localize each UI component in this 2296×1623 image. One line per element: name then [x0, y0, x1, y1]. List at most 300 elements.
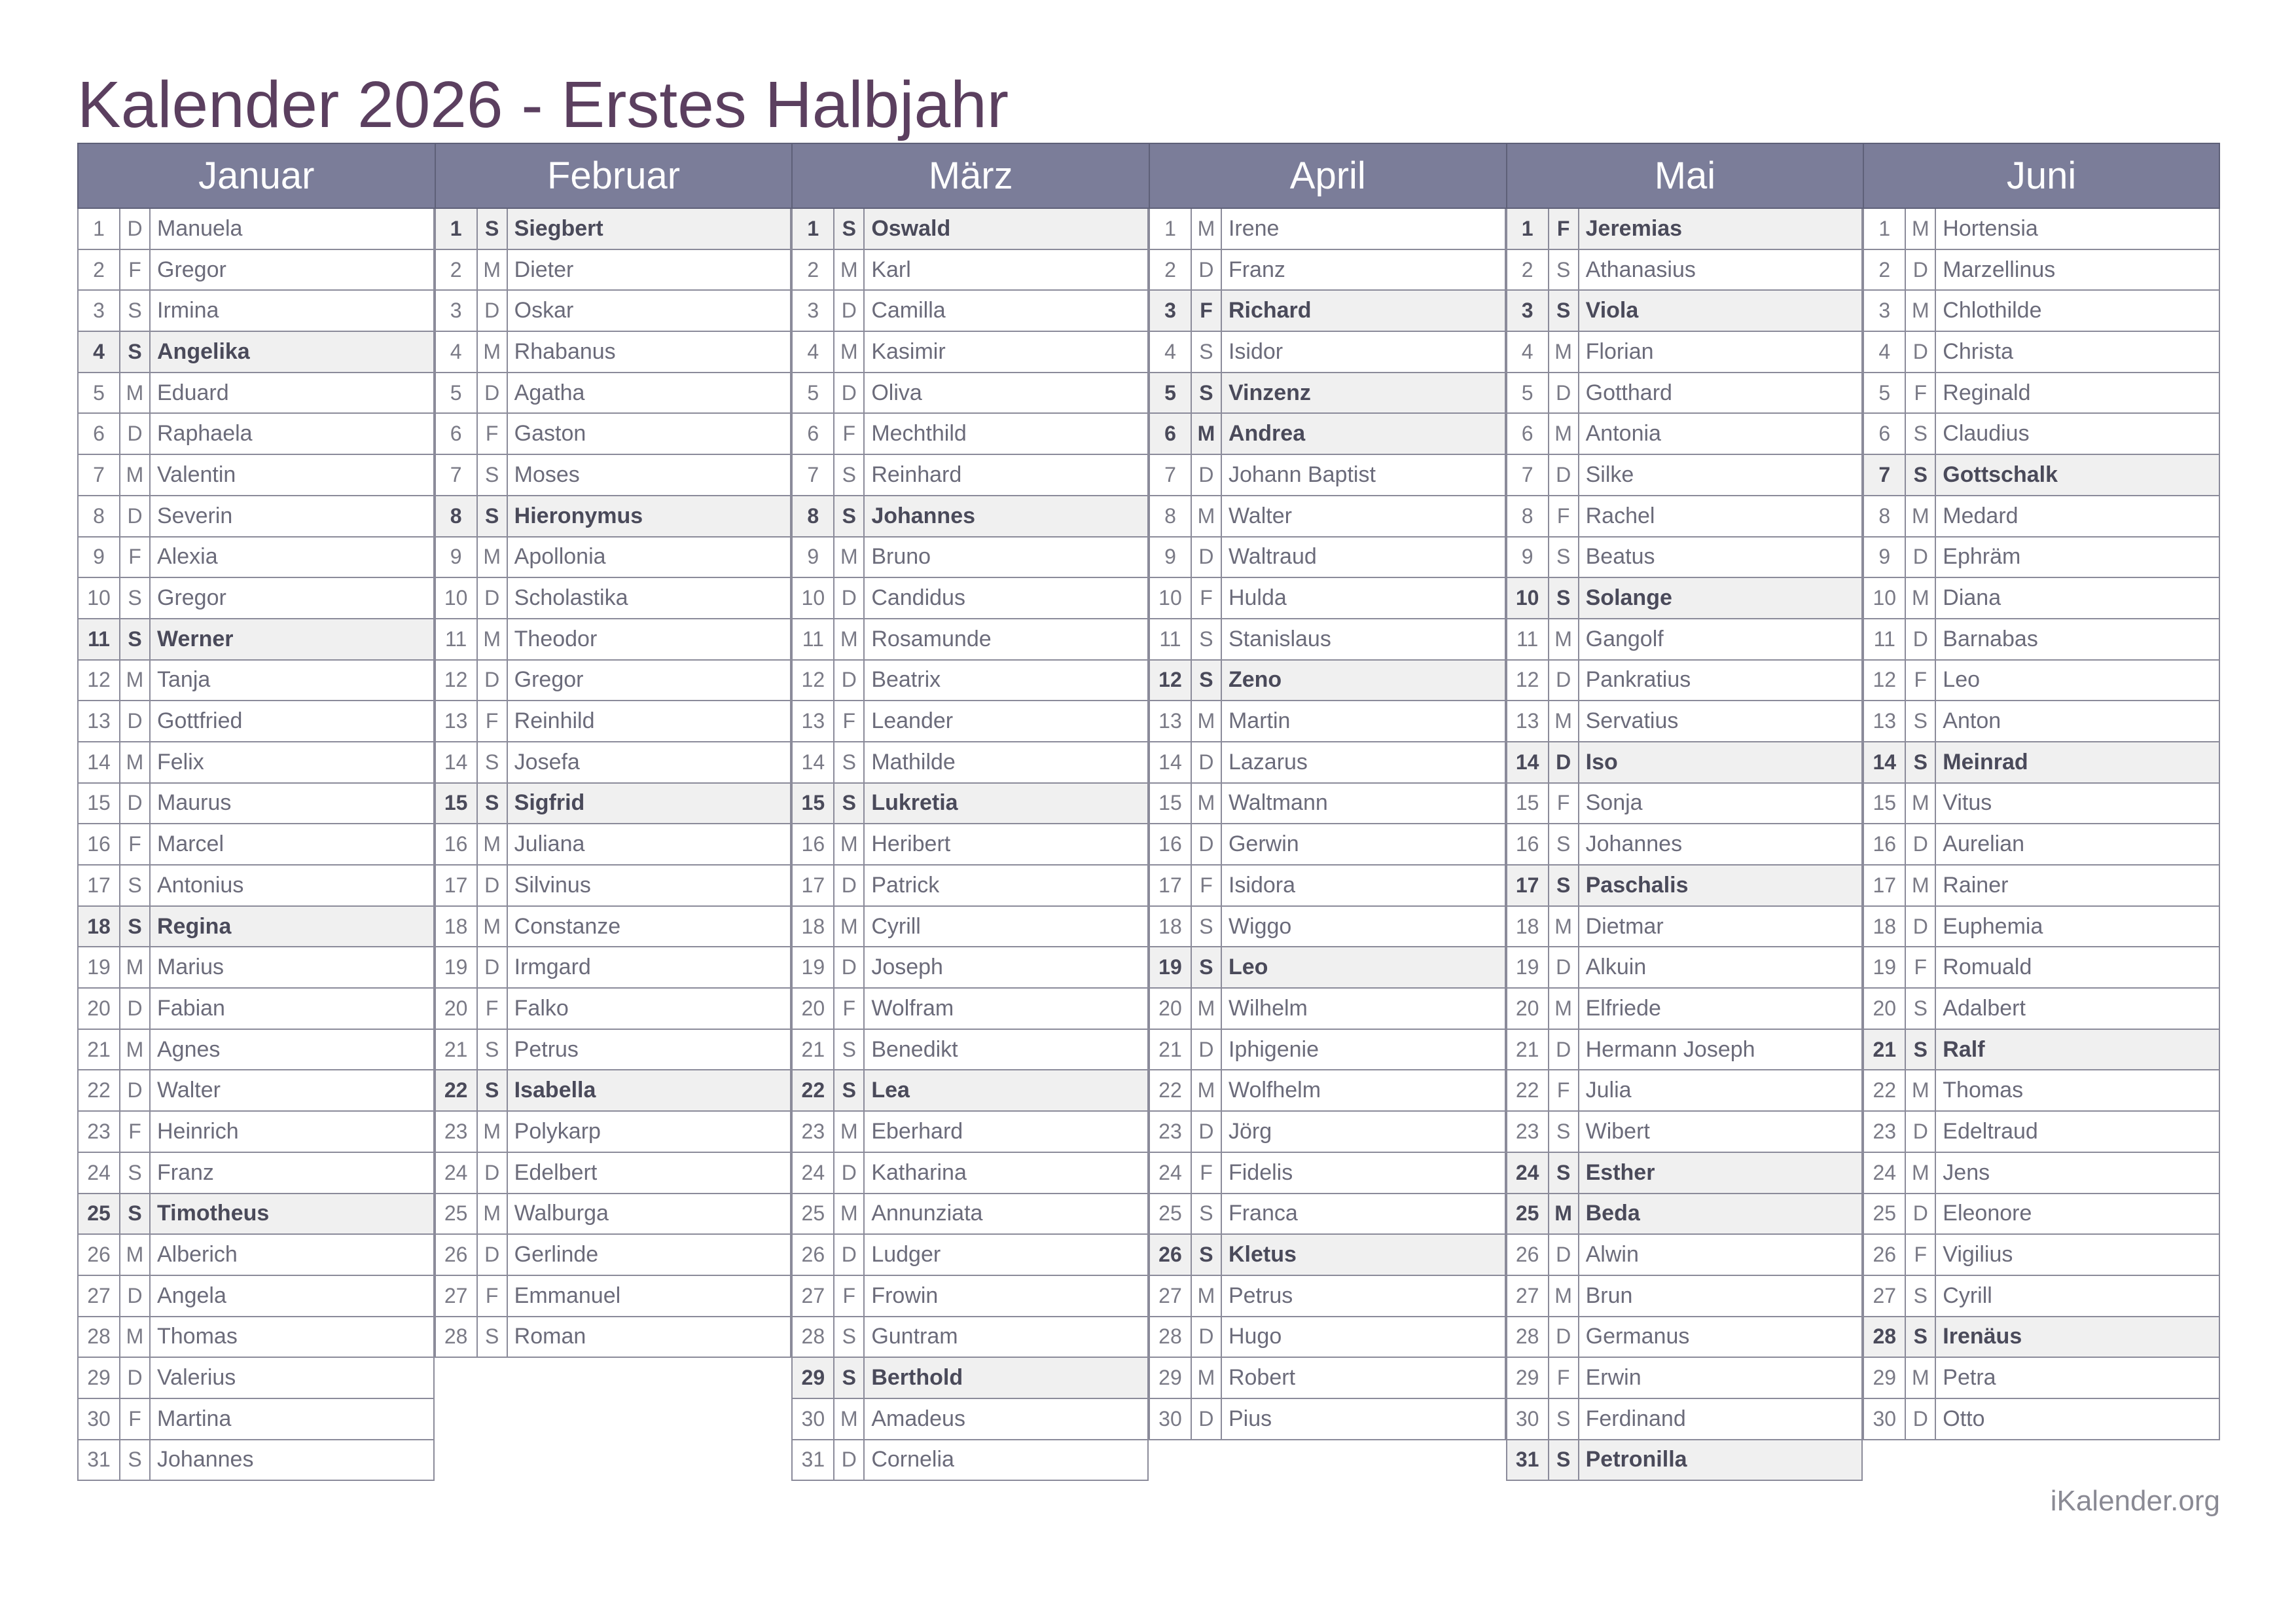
weekday-letter: M	[1906, 866, 1936, 905]
day-row	[435, 947, 791, 989]
weekday-letter: F	[120, 538, 151, 577]
day-number: 20	[793, 989, 834, 1029]
name-day: Petrus	[514, 1036, 579, 1062]
day-row	[435, 209, 791, 250]
weekday-letter: M	[834, 538, 865, 577]
day-row	[1506, 1317, 1862, 1359]
weekday-letter: S	[120, 907, 151, 947]
weekday-letter: D	[1192, 1030, 1222, 1070]
weekday-letter: D	[1192, 1399, 1222, 1439]
day-number: 19	[793, 947, 834, 987]
name-day: Oswald	[871, 215, 951, 241]
weekday-letter: D	[120, 1070, 151, 1110]
day-row	[1506, 578, 1862, 619]
weekday-letter: F	[1549, 496, 1579, 536]
weekday-letter: S	[834, 209, 865, 249]
month-header: Januar	[77, 143, 435, 209]
day-row	[1149, 578, 1505, 619]
weekday-letter: F	[1549, 209, 1579, 249]
day-row	[77, 1112, 433, 1153]
day-number: 1	[436, 209, 478, 249]
name-day: Bruno	[871, 544, 931, 570]
day-row	[791, 1235, 1147, 1276]
month-header: Juni	[1863, 143, 2220, 209]
name-day: Guntram	[871, 1324, 958, 1349]
day-number: 14	[1150, 742, 1192, 782]
day-row	[435, 1276, 791, 1317]
day-number: 6	[1864, 414, 1906, 454]
weekday-letter: F	[1192, 578, 1222, 618]
day-row	[435, 1070, 791, 1112]
day-row	[77, 332, 433, 373]
day-row	[77, 989, 433, 1030]
weekday-letter: M	[1549, 907, 1579, 947]
day-row	[1863, 578, 2219, 619]
weekday-letter: M	[120, 455, 151, 495]
day-number: 2	[793, 250, 834, 290]
name-day: Oliva	[871, 380, 922, 405]
day-number: 5	[1507, 373, 1549, 413]
day-number: 25	[436, 1194, 478, 1234]
weekday-letter: M	[478, 824, 508, 864]
weekday-letter: M	[834, 1194, 865, 1234]
name-day: Gerwin	[1228, 831, 1299, 857]
day-row	[791, 1153, 1147, 1194]
day-number: 23	[1864, 1112, 1906, 1152]
weekday-letter: D	[1192, 742, 1222, 782]
name-day: Agnes	[157, 1036, 221, 1062]
name-day: Wiggo	[1228, 913, 1292, 939]
day-row	[1506, 455, 1862, 496]
name-day: Gottschalk	[1943, 462, 2058, 487]
day-number: 24	[79, 1153, 120, 1193]
day-row	[791, 989, 1147, 1030]
weekday-letter: S	[1549, 1153, 1579, 1193]
weekday-letter: M	[1192, 209, 1222, 249]
name-day: Leo	[1943, 667, 1981, 693]
day-row	[791, 209, 1147, 250]
name-day: Kasimir	[871, 338, 946, 364]
weekday-letter: S	[1906, 1276, 1936, 1316]
day-row	[435, 661, 791, 702]
weekday-letter: S	[1192, 1194, 1222, 1234]
name-day: Felix	[157, 749, 204, 775]
weekday-letter: M	[478, 907, 508, 947]
day-number: 19	[1507, 947, 1549, 987]
day-row	[435, 1112, 791, 1153]
day-number: 27	[1507, 1276, 1549, 1316]
name-day: Wibert	[1585, 1118, 1650, 1144]
name-day: Timotheus	[157, 1201, 270, 1226]
weekday-letter: M	[834, 619, 865, 659]
weekday-letter: M	[834, 907, 865, 947]
weekday-letter: D	[1192, 538, 1222, 577]
day-number: 17	[79, 866, 120, 905]
day-row	[1149, 619, 1505, 661]
name-day: Thomas	[157, 1324, 238, 1349]
weekday-letter: F	[1549, 1358, 1579, 1398]
name-day: Eberhard	[871, 1118, 963, 1144]
name-day: Leander	[871, 708, 954, 734]
day-row	[1863, 1030, 2219, 1071]
day-row	[77, 866, 433, 907]
day-row	[77, 578, 433, 619]
day-number: 20	[1507, 989, 1549, 1029]
day-row	[1149, 1030, 1505, 1071]
name-day: Tanja	[157, 667, 211, 693]
weekday-letter: M	[1906, 578, 1936, 618]
day-number: 29	[79, 1358, 120, 1398]
weekday-letter: S	[120, 866, 151, 905]
weekday-letter: M	[478, 619, 508, 659]
weekday-letter: M	[120, 1235, 151, 1275]
day-row	[791, 661, 1147, 702]
day-number: 12	[793, 661, 834, 701]
day-row	[435, 1317, 791, 1359]
day-row	[77, 1317, 433, 1359]
day-number: 15	[1150, 784, 1192, 824]
site-credit: iKalender.org	[2050, 1485, 2220, 1517]
day-row	[77, 1070, 433, 1112]
weekday-letter: S	[834, 496, 865, 536]
name-day: Jörg	[1228, 1118, 1272, 1144]
month-header: Februar	[435, 143, 792, 209]
weekday-letter: D	[478, 1153, 508, 1193]
day-row	[791, 414, 1147, 455]
day-row	[1863, 1112, 2219, 1153]
weekday-letter: M	[120, 947, 151, 987]
name-day: Franca	[1228, 1201, 1298, 1226]
day-row	[1863, 250, 2219, 291]
weekday-letter: S	[834, 1317, 865, 1357]
name-day: Rosamunde	[871, 626, 992, 651]
weekday-letter: D	[1192, 455, 1222, 495]
weekday-letter: D	[120, 414, 151, 454]
day-row	[1863, 1276, 2219, 1317]
name-day: Isidor	[1228, 338, 1283, 364]
day-number: 1	[1150, 209, 1192, 249]
day-number: 6	[1150, 414, 1192, 454]
day-row	[1506, 373, 1862, 414]
month-column	[791, 143, 1149, 1481]
weekday-letter: M	[478, 1194, 508, 1234]
weekday-letter: F	[1906, 947, 1936, 987]
name-day: Julia	[1585, 1078, 1632, 1103]
day-number: 10	[436, 578, 478, 618]
weekday-letter: M	[478, 1112, 508, 1152]
weekday-letter: D	[1549, 455, 1579, 495]
name-day: Vitus	[1943, 790, 1992, 816]
day-row	[77, 784, 433, 825]
day-row	[435, 784, 791, 825]
day-row	[791, 1276, 1147, 1317]
day-number: 2	[436, 250, 478, 290]
weekday-letter: M	[1906, 1358, 1936, 1398]
day-row	[791, 1030, 1147, 1071]
day-row	[1506, 701, 1862, 742]
weekday-letter: S	[478, 742, 508, 782]
name-day: Hulda	[1228, 585, 1287, 611]
day-row	[791, 1317, 1147, 1359]
day-number: 20	[1150, 989, 1192, 1029]
day-row	[791, 496, 1147, 538]
day-row	[1506, 1399, 1862, 1440]
name-day: Jens	[1943, 1159, 1990, 1185]
weekday-letter: M	[834, 332, 865, 372]
day-row	[1506, 332, 1862, 373]
day-number: 5	[1150, 373, 1192, 413]
name-day: Beda	[1585, 1201, 1640, 1226]
day-number: 24	[436, 1153, 478, 1193]
name-day: Sigfrid	[514, 790, 585, 816]
name-day: Antonia	[1585, 421, 1661, 447]
name-day: Paschalis	[1585, 872, 1689, 898]
name-day: Heinrich	[157, 1118, 239, 1144]
day-row	[77, 291, 433, 332]
name-day: Silke	[1585, 462, 1634, 487]
weekday-letter: D	[1549, 1235, 1579, 1275]
day-row	[791, 742, 1147, 784]
day-row	[1506, 1112, 1862, 1153]
day-number: 30	[1150, 1399, 1192, 1439]
weekday-letter: D	[1192, 1317, 1222, 1357]
weekday-letter: S	[1549, 866, 1579, 905]
name-day: Alexia	[157, 544, 218, 570]
name-day: Fidelis	[1228, 1159, 1293, 1185]
day-row	[1506, 496, 1862, 538]
weekday-letter: D	[834, 291, 865, 331]
day-number: 19	[436, 947, 478, 987]
name-day: Cyrill	[871, 913, 921, 939]
name-day: Rainer	[1943, 872, 2009, 898]
day-row	[1149, 1358, 1505, 1399]
day-row	[77, 250, 433, 291]
day-number: 8	[1507, 496, 1549, 536]
day-number: 16	[79, 824, 120, 864]
day-number: 15	[1507, 784, 1549, 824]
name-day: Ralf	[1943, 1036, 1985, 1062]
name-day: Alkuin	[1585, 955, 1647, 980]
day-number: 19	[1150, 947, 1192, 987]
name-day: Walter	[157, 1078, 221, 1103]
weekday-letter: D	[478, 1235, 508, 1275]
weekday-letter: M	[1192, 1276, 1222, 1316]
day-row	[1506, 250, 1862, 291]
name-day: Irenäus	[1943, 1324, 2022, 1349]
day-row	[77, 661, 433, 702]
day-row	[1506, 209, 1862, 250]
name-day: Petra	[1943, 1365, 1996, 1391]
weekday-letter: F	[1192, 1153, 1222, 1193]
weekday-letter: D	[1906, 1194, 1936, 1234]
day-row	[1149, 947, 1505, 989]
day-row	[791, 1112, 1147, 1153]
day-row	[1149, 1153, 1505, 1194]
day-row	[77, 619, 433, 661]
weekday-letter: D	[478, 866, 508, 905]
weekday-letter: D	[1906, 538, 1936, 577]
name-day: Gottfried	[157, 708, 243, 734]
day-number: 26	[1507, 1235, 1549, 1275]
weekday-letter: S	[1549, 578, 1579, 618]
name-day: Jeremias	[1585, 215, 1683, 241]
day-number: 15	[79, 784, 120, 824]
day-number: 3	[79, 291, 120, 331]
name-day: Werner	[157, 626, 234, 651]
day-number: 30	[1864, 1399, 1906, 1439]
weekday-letter: F	[478, 701, 508, 741]
name-day: Christa	[1943, 338, 2013, 364]
weekday-letter: D	[120, 701, 151, 741]
day-number: 17	[1864, 866, 1906, 905]
name-day: Regina	[157, 913, 232, 939]
day-row	[791, 619, 1147, 661]
name-day: Chlothilde	[1943, 298, 2042, 323]
day-number: 14	[1507, 742, 1549, 782]
day-number: 17	[1150, 866, 1192, 905]
day-number: 8	[1864, 496, 1906, 536]
name-day: Hugo	[1228, 1324, 1282, 1349]
day-number: 9	[793, 538, 834, 577]
name-day: Barnabas	[1943, 626, 2038, 651]
page-title: Kalender 2026 - Erstes Halbjahr	[77, 68, 1009, 141]
name-day: Otto	[1943, 1406, 1985, 1431]
day-row	[1506, 742, 1862, 784]
name-day: Johannes	[157, 1447, 254, 1472]
day-row	[1149, 373, 1505, 414]
name-day: Katharina	[871, 1159, 967, 1185]
name-day: Joseph	[871, 955, 943, 980]
day-row	[435, 578, 791, 619]
day-number: 13	[436, 701, 478, 741]
weekday-letter: F	[1906, 661, 1936, 701]
name-day: Claudius	[1943, 421, 2030, 447]
name-day: Petrus	[1228, 1283, 1293, 1308]
name-day: Antonius	[157, 872, 244, 898]
day-number: 27	[436, 1276, 478, 1316]
day-number: 13	[1864, 701, 1906, 741]
day-row	[1149, 989, 1505, 1030]
name-day: Wolfhelm	[1228, 1078, 1321, 1103]
day-number: 26	[1150, 1235, 1192, 1275]
day-number: 1	[1507, 209, 1549, 249]
name-day: Ferdinand	[1585, 1406, 1686, 1431]
day-number: 9	[1864, 538, 1906, 577]
day-row	[435, 989, 791, 1030]
day-row	[1863, 1235, 2219, 1276]
weekday-letter: M	[1549, 414, 1579, 454]
day-row	[435, 496, 791, 538]
name-day: Gregor	[514, 667, 584, 693]
weekday-letter: S	[478, 209, 508, 249]
weekday-letter: F	[478, 414, 508, 454]
name-day: Candidus	[871, 585, 965, 611]
name-day: Iphigenie	[1228, 1036, 1319, 1062]
day-row	[1149, 1194, 1505, 1235]
day-row	[1149, 784, 1505, 825]
day-row	[1506, 1070, 1862, 1112]
month-header: April	[1149, 143, 1506, 209]
weekday-letter: F	[834, 989, 865, 1029]
day-number: 15	[436, 784, 478, 824]
name-day: Heribert	[871, 831, 951, 857]
name-day: Petronilla	[1585, 1447, 1687, 1472]
name-day: Franz	[157, 1159, 214, 1185]
day-row	[1506, 1358, 1862, 1399]
day-row	[77, 414, 433, 455]
name-day: Edelbert	[514, 1159, 598, 1185]
month-days	[1506, 209, 1863, 1481]
day-row	[1863, 947, 2219, 989]
day-row	[1506, 1194, 1862, 1235]
name-day: Reginald	[1943, 380, 2031, 405]
day-number: 8	[436, 496, 478, 536]
day-number: 23	[793, 1112, 834, 1152]
weekday-letter: D	[1906, 1112, 1936, 1152]
name-day: Johann Baptist	[1228, 462, 1376, 487]
day-row	[1863, 1317, 2219, 1359]
day-row	[1863, 1070, 2219, 1112]
weekday-letter: D	[834, 1440, 865, 1480]
name-day: Athanasius	[1585, 257, 1696, 282]
weekday-letter: M	[834, 1112, 865, 1152]
day-number: 3	[1864, 291, 1906, 331]
weekday-letter: S	[834, 742, 865, 782]
weekday-letter: M	[1906, 784, 1936, 824]
name-day: Gregor	[157, 257, 226, 282]
day-number: 12	[1150, 661, 1192, 701]
weekday-letter: M	[1906, 209, 1936, 249]
weekday-letter: S	[834, 1030, 865, 1070]
weekday-letter: S	[478, 1070, 508, 1110]
weekday-letter: M	[478, 250, 508, 290]
day-number: 9	[1150, 538, 1192, 577]
weekday-letter: F	[1906, 373, 1936, 413]
day-row	[1506, 1030, 1862, 1071]
day-number: 7	[79, 455, 120, 495]
weekday-letter: M	[120, 373, 151, 413]
name-day: Marius	[157, 955, 224, 980]
day-row	[791, 291, 1147, 332]
weekday-letter: D	[1192, 1112, 1222, 1152]
name-day: Elfriede	[1585, 995, 1661, 1021]
weekday-letter: D	[1192, 824, 1222, 864]
day-number: 3	[436, 291, 478, 331]
name-day: Hermann Joseph	[1585, 1036, 1755, 1062]
day-number: 25	[1150, 1194, 1192, 1234]
weekday-letter: M	[1549, 701, 1579, 741]
weekday-letter: F	[120, 824, 151, 864]
weekday-letter: M	[1192, 701, 1222, 741]
weekday-letter: D	[1906, 824, 1936, 864]
month-header: Mai	[1506, 143, 1863, 209]
day-row	[791, 250, 1147, 291]
day-number: 7	[436, 455, 478, 495]
name-day: Raphaela	[157, 421, 253, 447]
day-number: 3	[793, 291, 834, 331]
weekday-letter: D	[1906, 1399, 1936, 1439]
name-day: Apollonia	[514, 544, 606, 570]
name-day: Rhabanus	[514, 338, 616, 364]
month-column	[1149, 143, 1506, 1481]
name-day: Thomas	[1943, 1078, 2024, 1103]
day-number: 24	[1864, 1153, 1906, 1193]
name-day: Meinrad	[1943, 749, 2028, 775]
day-number: 28	[436, 1317, 478, 1357]
day-number: 22	[1507, 1070, 1549, 1110]
day-number: 26	[1864, 1235, 1906, 1275]
name-day: Irmina	[157, 298, 219, 323]
